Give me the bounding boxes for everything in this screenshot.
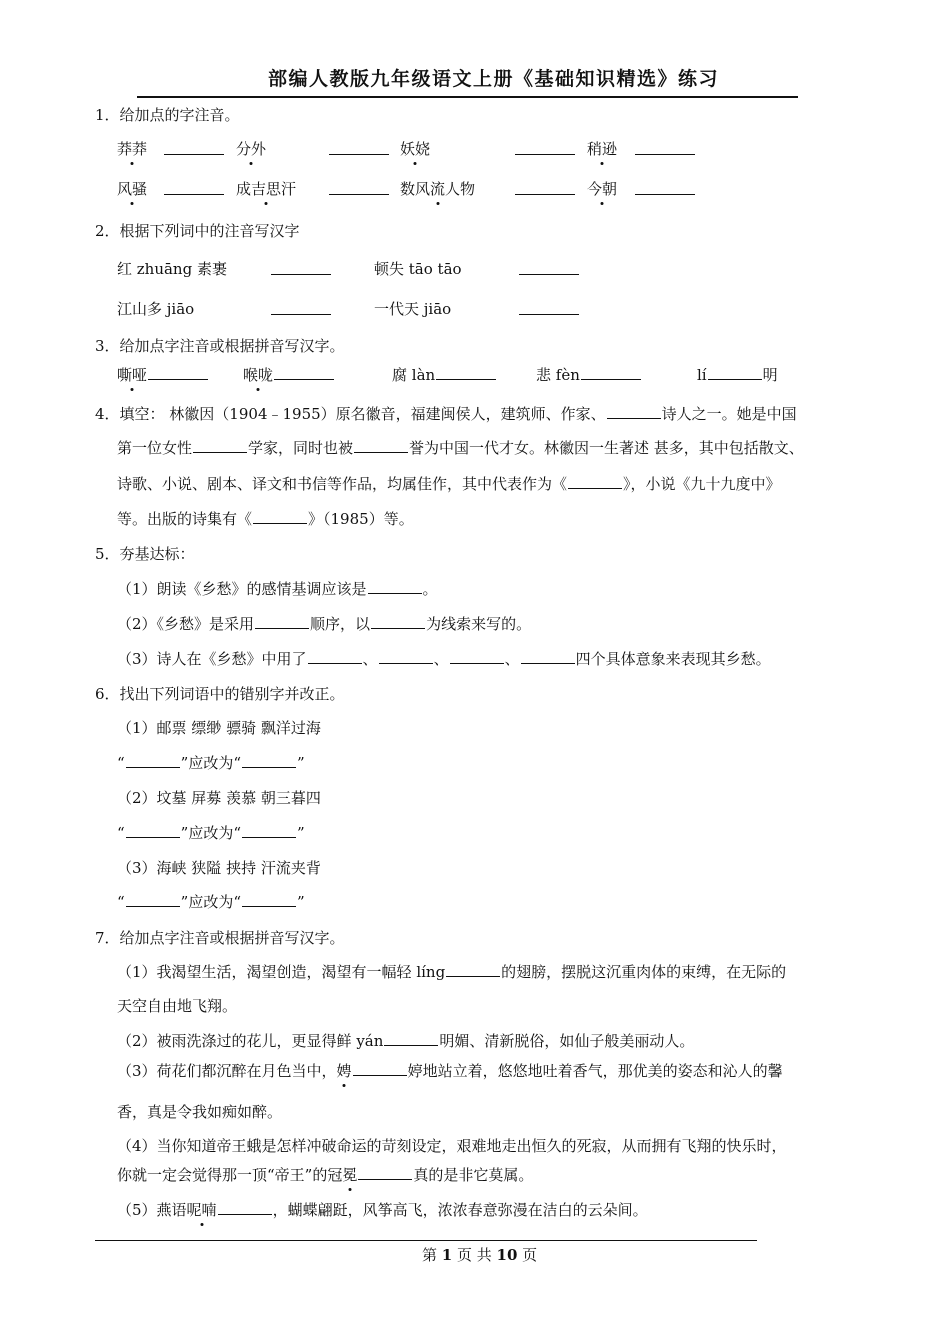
q6-group2: （2）坟墓 屏募 羡慕 朝三暮四 (117, 789, 321, 807)
footer-text: 第 (422, 1246, 442, 1264)
answer-blank[interactable] (148, 365, 208, 380)
q3-word: 悲 fèn (536, 366, 580, 384)
q1-item (587, 138, 617, 159)
q1-item (236, 138, 266, 159)
q1-word: 稍逊 (587, 140, 618, 158)
footer-text: 页 (517, 1246, 538, 1264)
q7-text: （1）我渴望生活，渴望创造，渴望有一幅轻 líng (117, 963, 446, 981)
q4-text: 第一位女性 (117, 439, 193, 457)
q7-sub1-line1 (117, 961, 786, 982)
answer-blank[interactable] (193, 438, 247, 453)
q5-text: 。 (422, 580, 438, 598)
page-number: 1 (441, 1246, 453, 1264)
answer-blank[interactable] (581, 365, 641, 380)
q7-text: （5）燕语 (117, 1201, 187, 1219)
answer-blank[interactable] (270, 260, 332, 279)
answer-blank[interactable] (708, 365, 762, 380)
answer-blank[interactable] (163, 140, 225, 159)
answer-blank[interactable] (253, 509, 307, 524)
q5-text: 为线索来写的。 (426, 615, 532, 633)
q7-text: （2）被雨洗涤过的花儿，更显得鲜 yán (117, 1032, 384, 1050)
q6-text: “ (117, 893, 125, 911)
q5-sub3 (117, 648, 771, 669)
answer-blank[interactable] (126, 892, 180, 907)
page-total: 10 (496, 1246, 518, 1264)
q1-word: 成吉思汗 (236, 180, 297, 198)
answer-blank[interactable] (518, 300, 580, 319)
answer-blank[interactable] (242, 823, 296, 838)
q7-sub4-line1: （4）当你知道帝王蛾是怎样冲破命运的苛刻设定，艰难地走出恒久的死寂，从而拥有飞翔的快乐时， (117, 1137, 787, 1155)
q1-item (117, 178, 147, 199)
q5-text: 、 (362, 650, 378, 668)
q2-word: 江山多 jiāo (117, 300, 195, 318)
answer-blank[interactable] (634, 180, 696, 199)
q6-text: ” (297, 893, 305, 911)
q7-sub2 (117, 1030, 694, 1051)
answer-blank[interactable] (126, 753, 180, 768)
q6-text: “ (117, 754, 125, 772)
q7-text: 婷地站立着，悠悠地吐着香气，那优美的姿态和沁人的馨 (407, 1062, 783, 1080)
q7-text: ，蝴蝶翩跹，风筝高飞，浓浓春意弥漫在洁白的云朵间。 (272, 1201, 648, 1219)
answer-blank[interactable] (126, 823, 180, 838)
q1-item (117, 138, 147, 159)
q2-word: 红 zhuāng 素裹 (117, 260, 227, 278)
q7-sub5 (117, 1199, 648, 1220)
q5-stem: 5．夯基达标： (95, 545, 195, 563)
q1-word: 妖娆 (400, 140, 431, 158)
answer-blank[interactable] (274, 365, 334, 380)
answer-blank[interactable] (328, 140, 390, 159)
q1-item (236, 178, 296, 199)
q4-line2 (117, 437, 804, 458)
q7-dotted-char: 娉 (336, 1062, 352, 1080)
q1-stem: 1．给加点的字注音。 (95, 106, 240, 124)
q2-word: 一代天 jiāo (374, 300, 452, 318)
answer-blank[interactable] (446, 962, 500, 977)
q7-sub4-line2 (117, 1164, 533, 1185)
answer-blank[interactable] (163, 180, 225, 199)
footer-text: 页 共 (452, 1246, 497, 1264)
answer-blank[interactable] (255, 614, 309, 629)
q4-line3 (117, 473, 781, 494)
answer-blank[interactable] (514, 140, 576, 159)
q2-stem: 2．根据下列词中的注音写汉字 (95, 222, 300, 240)
q3-item (117, 364, 209, 385)
answer-blank[interactable] (379, 649, 433, 664)
answer-blank[interactable] (371, 614, 425, 629)
footer-rule (95, 1240, 757, 1241)
q1-item (400, 138, 430, 159)
q6-text: ”应改为“ (180, 754, 242, 772)
q1-word: 分外 (236, 140, 267, 158)
answer-blank[interactable] (328, 180, 390, 199)
answer-blank[interactable] (270, 300, 332, 319)
q6-answer1 (117, 752, 305, 773)
q6-stem: 6．找出下列词语中的错别字并改正。 (95, 685, 345, 703)
title-underline (137, 96, 798, 98)
q3-item (392, 364, 497, 385)
q6-text: ”应改为“ (180, 893, 242, 911)
q4-line4 (117, 508, 414, 529)
q3-item (697, 364, 778, 385)
q7-text: 的翅膀，摆脱这沉重肉体的束缚，在无际的 (501, 963, 787, 981)
q6-text: ”应改为“ (180, 824, 242, 842)
q2-word: 顿失 tāo tāo (374, 260, 462, 278)
answer-blank[interactable] (384, 1031, 438, 1046)
q3-word: 腐 làn (392, 366, 436, 384)
page-footer (422, 1244, 537, 1265)
q4-text: 诗人之一。她是中国 (661, 405, 797, 423)
answer-blank[interactable] (368, 579, 422, 594)
answer-blank[interactable] (354, 438, 408, 453)
q3-item (243, 364, 335, 385)
q7-dotted-char: 呢喃 (186, 1201, 217, 1219)
answer-blank[interactable] (218, 1200, 272, 1215)
q7-dotted-char: 冕 (342, 1166, 358, 1184)
q1-item (400, 178, 475, 199)
q7-sub3-line1 (117, 1060, 783, 1081)
answer-blank[interactable] (242, 753, 296, 768)
q5-text: 、 (433, 650, 449, 668)
q6-text: ” (297, 824, 305, 842)
q5-text: 四个具体意象来表现其乡愁。 (575, 650, 771, 668)
q6-answer2 (117, 822, 305, 843)
q3-item (536, 364, 642, 385)
q3-word: 喉咙 (243, 366, 274, 384)
answer-blank[interactable] (607, 404, 661, 419)
q7-text: 真的是非它莫属。 (413, 1166, 534, 1184)
q7-text: 明媚、清新脱俗，如仙子般美丽动人。 (439, 1032, 695, 1050)
answer-blank[interactable] (436, 365, 496, 380)
q5-sub1 (117, 578, 438, 599)
q6-text: “ (117, 824, 125, 842)
q1-word: 今朝 (587, 180, 618, 198)
q7-text: （3）荷花们都沉醉在月色当中， (117, 1062, 337, 1080)
q1-item (587, 178, 617, 199)
q5-text: （3）诗人在《乡愁》中用了 (117, 650, 307, 668)
page-title: 部编人教版九年级语文上册《基础知识精选》练习 (268, 68, 720, 90)
q5-text: （2）《乡愁》是采用 (117, 615, 255, 633)
answer-blank[interactable] (568, 474, 622, 489)
answer-blank[interactable] (358, 1165, 412, 1180)
answer-blank[interactable] (634, 140, 696, 159)
q4-text: 》（1985）等。 (308, 510, 414, 528)
q4-text: 》，小说《九十九度中》 (623, 475, 781, 493)
q5-sub2 (117, 613, 531, 634)
q4-line1 (95, 403, 797, 424)
q4-text: 等。出版的诗集有《 (117, 510, 253, 528)
q4-text: 学家，同时也被 (248, 439, 354, 457)
q1-word: 莽莽 (117, 140, 148, 158)
q1-word: 风骚 (117, 180, 148, 198)
q3-stem: 3．给加点字注音或根据拼音写汉字。 (95, 337, 345, 355)
q3-word: 嘶哑 (117, 366, 148, 384)
q6-group3: （3）海峡 狭隘 挟持 汗流夹背 (117, 859, 321, 877)
q5-text: 、 (504, 650, 520, 668)
q7-text: 你就一定会觉得那一顶“帝王”的冠 (117, 1166, 343, 1184)
q4-text: 诗歌、小说、剧本、译文和书信等作品，均属佳作，其中代表作为《 (117, 475, 568, 493)
q6-group1: （1）邮票 缥缈 骠骑 飘洋过海 (117, 719, 321, 737)
q5-text: （1）朗读《乡愁》的感情基调应该是 (117, 580, 367, 598)
answer-blank[interactable] (353, 1061, 407, 1076)
answer-blank[interactable] (518, 260, 580, 279)
answer-blank[interactable] (514, 180, 576, 199)
q3-word: 明 (762, 366, 778, 384)
q4-text: 誉为中国一代才女。林徽因一生著述 甚多，其中包括散文、 (409, 439, 804, 457)
q7-stem: 7．给加点字注音或根据拼音写汉字。 (95, 929, 345, 947)
answer-blank[interactable] (521, 649, 575, 664)
answer-blank[interactable] (308, 649, 362, 664)
q6-text: ” (297, 754, 305, 772)
q7-sub1-line2: 天空自由地飞翔。 (117, 997, 238, 1015)
answer-blank[interactable] (242, 892, 296, 907)
q3-word: lí (697, 366, 707, 384)
q6-answer3 (117, 891, 305, 912)
q4-text: 4．填空： 林徽因（1904﹣1955）原名徽音，福建闽侯人，建筑师、作家、 (95, 405, 606, 423)
q1-word: 数风流人物 (400, 180, 476, 198)
q5-text: 顺序，以 (310, 615, 371, 633)
q7-sub3-line2: 香，真是令我如痴如醉。 (117, 1103, 283, 1121)
answer-blank[interactable] (450, 649, 504, 664)
